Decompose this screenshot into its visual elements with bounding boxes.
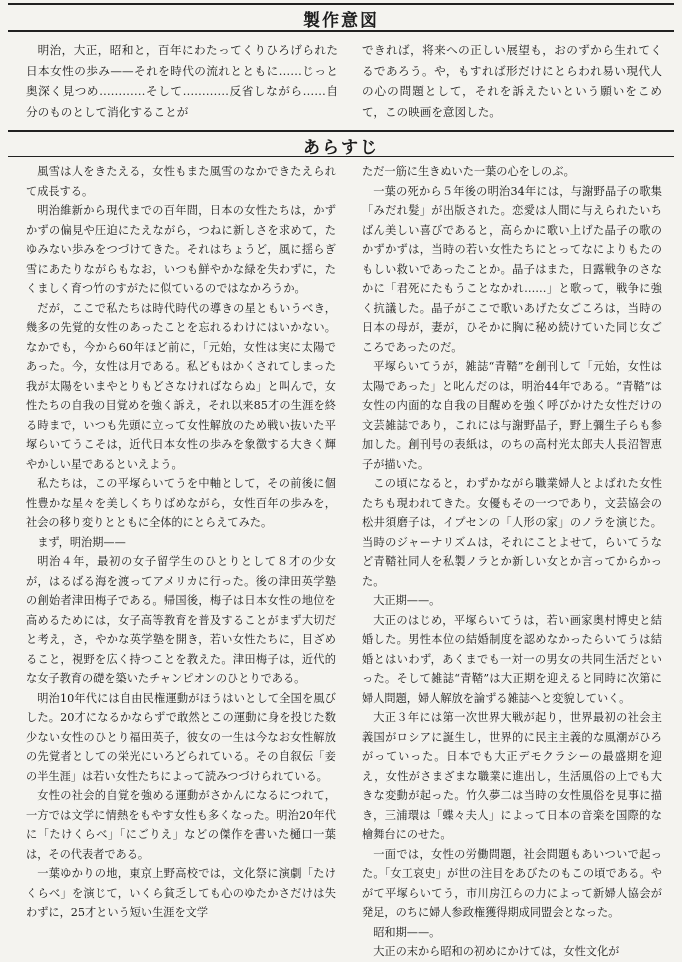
synopsis-right-column	[362, 162, 662, 962]
synopsis-right-paragraph: 大正期——。	[373, 594, 441, 607]
synopsis-right-paragraph: 昭和期——。	[373, 925, 441, 939]
synopsis-heading-rule	[8, 156, 674, 157]
synopsis-top-rule	[8, 130, 674, 132]
intro-heading-rule	[8, 30, 674, 32]
synopsis-left-column	[26, 162, 336, 923]
synopsis-right-paragraph: 大正の末から昭和の初めにかけては，女性文化が	[373, 945, 620, 958]
synopsis-right-paragraph: 一面では，女性の労働問題，社会問題もあいついで起った。「女工哀史」が世の注目をあびたのもこの頃である。やがて平塚らいてう，市川房江らの力によって新婦人協会が発足，のちに婦人参政権獲得期成同盟会となった。	[362, 847, 662, 919]
synopsis-left-paragraph: 明治維新から現代までの百年間，日本の女性たちは，かずかずの偏見や圧迫にたえながら，つねに新しさを求めて，たゆみない歩みをつづけてきた。それはちょうど，風に揺らぎ雪にあたりながらもなお，いつも鮮やかな緑を失わずに，たくましく育つ竹のすがたに似ているのではなかろうか。	[26, 204, 336, 295]
synopsis-left-paragraph: 明治10年代には自由民権運動がほうはいとして全国を風びした。20才になるかならずで敢然とこの運動に身を投じた数少ない女性のひとり福田英子，彼女の一生は今なお女性解放の先覚者としての栄光にいろどられている。その自叙伝「妾の半生涯」は若い女性たちによって読みつづけられている。	[26, 691, 336, 783]
synopsis-left-paragraph: 一葉ゆかりの地，東京上野高校では，文化祭に演劇「たけくらべ」を演じて，いくら貧乏しても心のゆたかさだけは失わずに，25才という短い生涯を文学	[26, 867, 336, 919]
synopsis-right-paragraph: この頃になると，わずかながら職業婦人とよばれた女性たちも現われてきた。女優もその一つであり，文芸協会の松井須磨子は，イプセンの「人形の家」のノラを演じた。当時のジャーナリズムは，それにことよせて，らいてうなど青鞜社同人を私製ノラとか新しい女とか言ってからかった。	[362, 477, 662, 588]
intro-left-column	[26, 40, 338, 122]
synopsis-right-paragraph: 一葉の死から５年後の明治34年には，与謝野晶子の歌集「みだれ髪」が出版された。恋愛は人間に与えられたいちばん美しい喜びであると，高らかに歌い上げた晶子の歌のかずかずは，当時の若い女性たちにとってなによりもたのもしい救いであったことか。晶子はまた，日露戦争のさなかに「君死にたもうことなかれ……」と歌って，戦争に強く抗議した。晶子がここで歌いあげた女ごころは，当時の日本の母が，妻が，ひそかに胸に秘め続けていた同じ女ごころであったのだ。	[362, 184, 662, 354]
synopsis-right-paragraph: 大正のはじめ，平塚らいてうは，若い画家奥村博史と結婚した。男性本位の結婚制度を認めなかったらいてうは結婚とはいわず，あくまでも一対一の男女の共同生活だといった。そして雑誌“青鞜”は大正期を迎えると同時に次第に婦人問題，婦人解放を論ずる雑誌へと変貌していく。	[362, 613, 662, 705]
synopsis-left-paragraph: 私たちは，この平塚らいてうを中軸として，その前後に個性豊かな星々を美しくちりばめながら，女性百年の歩みを，社会の移り変りとともに全体的にとらえてみた。	[26, 477, 336, 529]
synopsis-left-paragraph: 女性の社会的自覚を強める運動がさかんになるにつれて，一方では文学に情熱をもやす女性も多くなった。明治20年代に「たけくらべ」「にごりえ」などの傑作を書いた樋口一葉は，その代表者である。	[26, 789, 336, 861]
synopsis-left-paragraph: 風雪は人をきたえる，女性もまた風雪のなかできたえられて成長する。	[26, 165, 336, 198]
synopsis-right-paragraph: 大正３年には第一次世界大戦が起り，世界最初の社会主義国がロシアに誕生し，世界的に民主主義的な風潮がひろがっていった。日本でも大正デモクラシーの最盛期を迎え，女性がさまざまな職業に進出し，生活風俗の上でも大きな変動が起った。竹久夢二は当時の女性風俗を見事に描き，三浦環は「蝶々夫人」によって日本の音楽を国際的な檜舞台にのせた。	[362, 711, 662, 841]
synopsis-right-paragraph: ただ一筋に生きぬいた一葉の心をしのぶ。	[362, 165, 575, 178]
intro-right-text: できれば，将来への正しい展望も，おのずから生れてくるであろう。や，もすれば形だけにとらわれ易い現代人の心の問題として，それを訴えたいという願いをこめて，この映画を意図した。	[362, 43, 662, 119]
intro-heading: 製作意図	[303, 11, 379, 31]
synopsis-left-paragraph: 明治４年，最初の女子留学生のひとりとして８才の少女が，はるばる海を渡ってアメリカに行った。後の津田英学塾の創始者津田梅子である。帰国後，梅子は日本女性の地位を高めるためには，女子高等教育を普及することがまず大切だと考え，さ，やかな英学塾を開き，若い女性たちに，目ざめること，視野を広く持つことを教えた。津田梅子は，近代的な女子教育の礎を築いたチャンピオンのひとりである。	[26, 555, 336, 685]
synopsis-right-paragraph: 平塚らいてうが，雑誌“青鞜”を創刊して「元始，女性は太陽であった」と叱んだのは，明治44年である。“青鞜”は女性の内面的な自我の目醒めを強く呼びかけた女性だけの文芸雑誌であり，これには与謝野晶子，野上彌生子らも参加した。創刊号の表紙は，のちの高村光太郎夫人長沼智恵子が描いた。	[362, 360, 662, 471]
top-rule	[8, 3, 674, 5]
intro-right-column	[362, 40, 662, 122]
synopsis-left-paragraph: だが，ここで私たちは時代時代の導きの星ともいうべき，幾多の先覚的女性のあったことを忘れるわけにはいかない。なかでも，今から60年ほど前に，「元始，女性は実に太陽であった。今，女性は月である。私どもはかくされてしまった我が太陽をいまやとりもどさなければならぬ」と叫んで，女性たちの自我の目覚めを強く訴え，それ以来85才の生涯を終る時まで，いつも先頭に立って女性解放のため戦い抜いた平塚らいてうこそは，近代日本女性の歩みを象徴する大きく輝やかしい星であるといえよう。	[26, 301, 336, 471]
synopsis-left-paragraph: まず，明治期——	[37, 535, 126, 549]
intro-left-text: 明治，大正，昭和と，百年にわたってくりひろげられた日本女性の歩み——それを時代の流れとともに……じっと奥深く見つめ…………そして…………反省しながら……自分のものとして消化することが	[26, 43, 338, 119]
synopsis-heading: あらすじ	[303, 138, 379, 158]
